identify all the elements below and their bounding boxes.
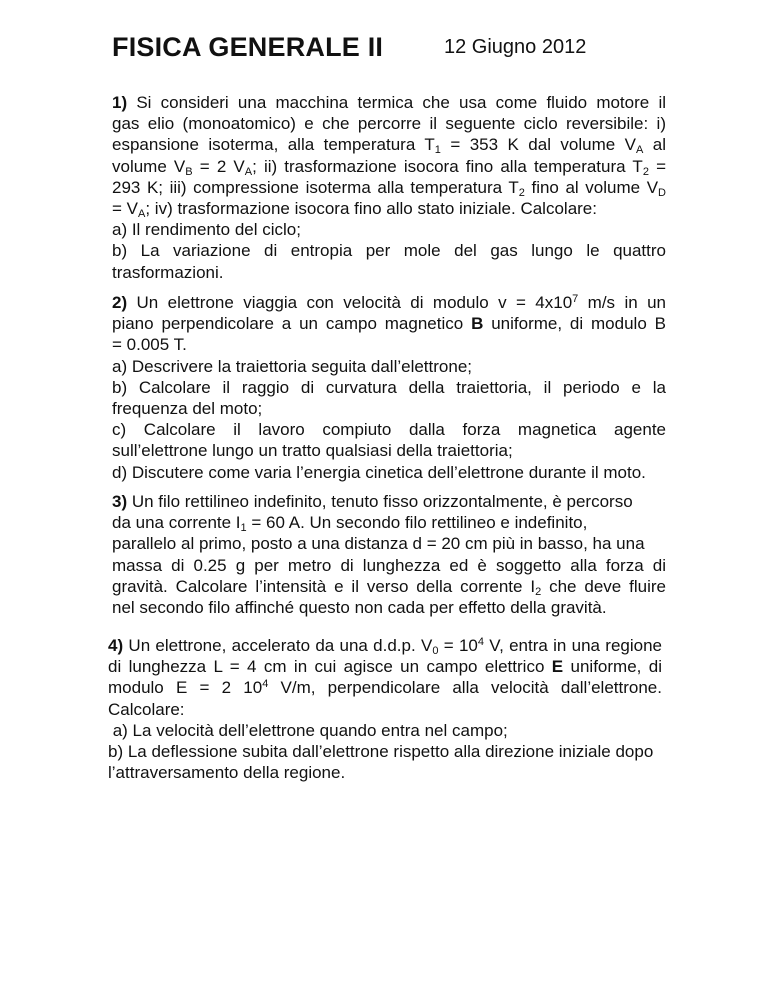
problem-2 — [112, 292, 666, 483]
problem-3-line: parallelo al primo, posto a una distanza d = 20 cm più in basso, ha una — [112, 534, 645, 554]
problem-1-text: 293 K; iii) compressione isoterma alla temperatura T — [112, 177, 519, 197]
problem-3-text: che deve fluire — [541, 576, 666, 596]
problem-3-text: gravità. Calcolare l’intensità e il verso della corrente I — [112, 576, 536, 596]
subscript: D — [658, 186, 666, 199]
problem-4-text: V/m, perpendicolare alla velocità dall’elettrone. — [268, 678, 662, 698]
problem-1-text: gas elio (monoatomico) e che percorre il seguente ciclo reversibile: i) — [112, 114, 666, 134]
subscript: 2 — [518, 186, 525, 199]
problem-1-text: = 2 V — [192, 156, 245, 176]
problem-4-text: di lunghezza L = 4 cm in cui agisce un campo elettrico — [108, 657, 552, 677]
problem-4-line — [108, 677, 662, 698]
problem-1-line — [112, 92, 666, 113]
problem-1-question-a: a) Il rendimento del ciclo; — [112, 220, 301, 240]
subscript: A — [244, 165, 253, 178]
subscript: 0 — [432, 645, 439, 657]
subscript: 2 — [642, 165, 649, 178]
problem-4 — [108, 635, 662, 783]
problem-1-text: = V — [112, 199, 138, 219]
problem-2-question-c-cont: sull’elettrone lungo un tratto qualsiasi della traiettoria; — [112, 441, 513, 461]
problem-2-text: piano perpendicolare a un campo magnetico — [112, 314, 472, 334]
problem-1-text: = — [648, 156, 666, 176]
problem-2-number: 2) — [112, 293, 128, 312]
problem-2-question-c: c) Calcolare il lavoro compiuto dalla forza magnetica agente — [112, 420, 666, 440]
exam-date: 12 Giugno 2012 — [444, 36, 587, 58]
problem-2-question-a: a) Descrivere la traiettoria seguita dall’elettrone; — [112, 356, 473, 376]
document-header — [112, 32, 672, 68]
subscript: A — [138, 208, 146, 221]
problem-3 — [112, 491, 666, 618]
subscript: 1 — [434, 144, 441, 157]
problem-2-question-b-cont: frequenza del moto; — [112, 399, 263, 419]
problem-3-text: = 60 A. Un secondo filo rettilineo e indefinito, — [246, 513, 588, 533]
problem-1-text: ; iv) trasformazione isocora fino allo stato iniziale. Calcolare: — [145, 199, 597, 219]
subscript: 2 — [535, 585, 542, 598]
problem-2-question-b: b) Calcolare il raggio di curvatura della traiettoria, il periodo e la — [112, 377, 666, 397]
problem-1-line — [112, 134, 666, 155]
problem-1-question-b-cont: trasformazioni. — [112, 262, 224, 282]
problem-2-question-d: d) Discutere come varia l’energia cinetica dell’elettrone durante il moto. — [112, 462, 646, 482]
problem-3-number: 3) — [112, 492, 128, 511]
problem-1-text: ; ii) trasformazione isocora fino alla temperatura T — [252, 156, 643, 176]
problem-4-text: modulo E = 2 10 — [108, 678, 263, 698]
problem-4-number: 4) — [108, 636, 124, 655]
problem-4-question-a: a) La velocità dell’elettrone quando entra nel campo; — [108, 720, 508, 740]
problem-1-question-b: b) La variazione di entropia per mole del gas lungo le quattro — [112, 241, 666, 261]
problem-4-line — [108, 656, 662, 677]
subscript: B — [185, 165, 193, 178]
vector-symbol: E — [551, 657, 564, 677]
problem-4-text: uniforme, di — [563, 657, 663, 677]
problem-3-line — [112, 576, 666, 597]
vector-symbol: B — [471, 314, 484, 334]
problem-1-line — [112, 156, 666, 177]
problem-2-line: = 0.005 T. — [112, 335, 187, 355]
problem-4-text: = 10 — [438, 636, 478, 655]
subscript: 1 — [240, 522, 247, 535]
problem-1-number: 1) — [112, 93, 128, 112]
problem-1-text: fino al volume V — [524, 177, 659, 197]
problem-2-text: Un elettrone viaggia con velocità di modulo v = 4x10 — [127, 293, 573, 312]
problem-2-text: uniforme, di modulo B — [483, 314, 666, 334]
problem-2-line — [112, 313, 666, 334]
problem-1-text: = 353 K dal volume V — [440, 135, 636, 155]
superscript: 4 — [262, 678, 269, 691]
superscript: 4 — [477, 636, 484, 648]
superscript: 7 — [572, 293, 579, 305]
problem-1-text: al — [643, 135, 666, 155]
problem-1-line — [112, 177, 666, 198]
problem-3-line: massa di 0.25 g per metro di lunghezza ed è soggetto alla forza di — [112, 555, 666, 575]
problem-4-question-b-cont: l’attraversamento della regione. — [108, 763, 346, 783]
problem-3-text: da una corrente I — [112, 513, 241, 533]
problem-2-text: m/s in un — [578, 293, 666, 312]
document-title: FISICA GENERALE II — [112, 32, 384, 62]
problem-1-line — [112, 198, 666, 219]
problem-1-text: espansione isoterma, alla temperatura T — [112, 135, 435, 155]
problem-1-text: volume V — [112, 156, 186, 176]
problem-1-text: Si consideri una macchina termica che usa come fluido motore il — [127, 93, 666, 112]
problem-4-question-b: b) La deflessione subita dall’elettrone rispetto alla direzione iniziale dopo — [108, 742, 654, 762]
problem-1 — [112, 92, 666, 283]
subscript: A — [635, 144, 644, 157]
problem-3-line — [112, 512, 666, 533]
problem-4-line: Calcolare: — [108, 699, 185, 719]
problem-4-text: V, entra in una regione — [484, 636, 662, 655]
problem-3-line: nel secondo filo affinché questo non cada per effetto della gravità. — [112, 598, 607, 618]
problem-4-line — [108, 635, 662, 656]
problem-4-text: Un elettrone, accelerato da una d.d.p. V — [123, 636, 433, 655]
problem-3-text: Un filo rettilineo indefinito, tenuto fisso orizzontalmente, è percorso — [127, 492, 633, 511]
problem-3-line — [112, 491, 666, 512]
problem-1-line — [112, 113, 666, 134]
problem-2-line — [112, 292, 666, 313]
